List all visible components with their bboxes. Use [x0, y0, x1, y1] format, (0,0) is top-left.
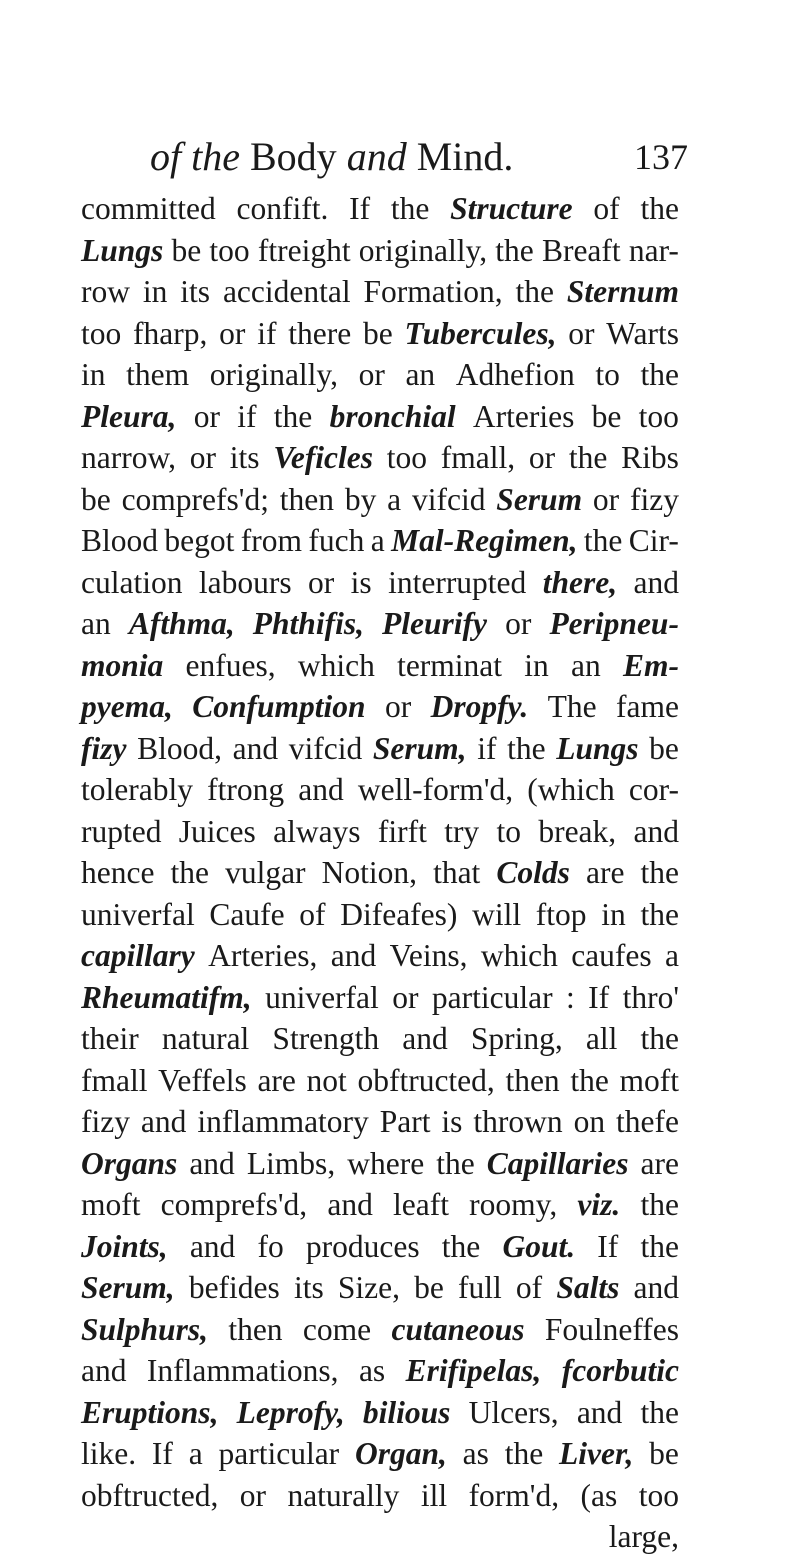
- text-word: Eruptions,: [81, 1394, 219, 1430]
- text-word: fizy: [629, 481, 679, 517]
- text-word: Serum,: [372, 730, 467, 766]
- text-word: Arteries: [472, 398, 575, 434]
- text-word: begot: [164, 523, 235, 558]
- text-word: the: [441, 1228, 481, 1264]
- text-word: and: [232, 730, 279, 766]
- text-word: all: [585, 1021, 618, 1056]
- text-word: is: [350, 564, 372, 600]
- text-word: its: [180, 274, 211, 309]
- header-word-mind: Mind.: [416, 134, 514, 179]
- text-word: and: [189, 1228, 236, 1264]
- text-word: if: [237, 398, 257, 434]
- text-word: or: [592, 481, 620, 517]
- text-word: too: [209, 232, 250, 268]
- text-word: viz.: [577, 1187, 621, 1222]
- text-word: Lungs: [81, 232, 164, 268]
- text-word: Structure: [450, 191, 573, 226]
- text-word: a: [665, 938, 679, 973]
- text-word: and: [633, 1270, 679, 1305]
- text-word: ill: [420, 1477, 448, 1513]
- text-word: the: [273, 398, 313, 434]
- text-line: [81, 1516, 679, 1558]
- text-word: there: [288, 315, 352, 351]
- text-word: :: [565, 979, 575, 1015]
- text-word: Confumption: [192, 689, 366, 724]
- text-word: Pleura,: [81, 398, 177, 434]
- text-word: a: [370, 523, 385, 558]
- text-line: [81, 1392, 679, 1434]
- text-word: the: [495, 232, 534, 268]
- text-word: fizy: [81, 1104, 130, 1139]
- text-word: or: [505, 606, 532, 641]
- text-line: [81, 977, 679, 1019]
- text-word: Blood: [81, 523, 159, 558]
- text-word: is: [441, 1104, 463, 1139]
- text-word: Strength: [272, 1021, 380, 1056]
- text-line: [81, 396, 679, 438]
- text-word: too: [638, 1477, 679, 1513]
- text-word: the: [170, 855, 209, 890]
- text-word: univerfal: [265, 979, 379, 1015]
- text-word: (which: [527, 772, 615, 807]
- text-line: [81, 1267, 679, 1309]
- text-word: Gout.: [502, 1228, 576, 1264]
- text-line: [81, 354, 679, 396]
- text-word: an: [571, 647, 601, 683]
- text-word: inflammatory: [197, 1104, 369, 1139]
- text-word: the: [583, 523, 623, 558]
- text-line: [81, 1143, 679, 1185]
- text-line: [81, 437, 679, 479]
- text-word: cutaneous: [391, 1311, 525, 1347]
- text-word: of: [299, 896, 326, 932]
- text-word: If: [597, 1228, 619, 1264]
- text-word: Limbs,: [246, 1145, 336, 1181]
- text-word: the: [570, 1062, 609, 1098]
- text-word: if: [477, 730, 497, 766]
- header-word-body: Body: [250, 134, 337, 179]
- text-word: Colds: [496, 855, 570, 890]
- text-word: (as: [580, 1477, 618, 1513]
- running-header: [150, 133, 688, 181]
- text-word: Rheumatifm,: [81, 979, 252, 1015]
- text-word: be: [649, 1436, 679, 1471]
- text-line: [81, 313, 679, 355]
- text-word: fuch: [308, 523, 365, 558]
- text-word: the: [640, 896, 679, 932]
- text-word: Ribs: [621, 440, 679, 475]
- text-word: fizy: [81, 730, 127, 766]
- text-word: are: [585, 855, 625, 890]
- text-line: [81, 769, 679, 811]
- text-word: rupted: [81, 813, 162, 849]
- text-word: then: [228, 1311, 283, 1347]
- text-word: Juices: [178, 813, 256, 849]
- text-word: and: [330, 938, 377, 973]
- text-word: moft: [619, 1062, 679, 1098]
- text-word: roomy,: [469, 1187, 558, 1222]
- text-word: particular: [218, 1436, 340, 1471]
- text-word: Mal-Regimen,: [391, 523, 578, 558]
- text-word: nar-: [628, 232, 679, 268]
- text-word: to: [496, 813, 522, 849]
- text-word: be: [81, 481, 111, 517]
- text-word: and: [298, 772, 344, 807]
- text-word: enfues,: [185, 647, 276, 683]
- text-word: the: [436, 1145, 475, 1181]
- text-word: Salts: [556, 1270, 620, 1305]
- text-word: originally,: [209, 357, 339, 392]
- text-word: Sulphurs,: [81, 1311, 208, 1347]
- text-word: row: [81, 274, 130, 309]
- text-word: vifcid: [411, 481, 486, 517]
- text-word: well-form'd,: [357, 772, 514, 807]
- text-word: confift.: [236, 191, 329, 226]
- text-line: [81, 188, 679, 230]
- header-word-and: and: [346, 134, 407, 179]
- text-word: its: [229, 440, 260, 475]
- text-word: the: [507, 730, 546, 766]
- text-word: large,: [608, 1519, 679, 1554]
- text-word: Veficles: [273, 440, 374, 475]
- text-line: [81, 1350, 679, 1392]
- text-word: firft: [377, 813, 427, 849]
- text-word: Ulcers,: [468, 1394, 559, 1430]
- text-word: Erifipelas,: [405, 1353, 542, 1388]
- text-word: obftructed,: [81, 1477, 219, 1513]
- text-word: Veffels: [158, 1062, 247, 1098]
- text-word: Joints,: [81, 1228, 168, 1264]
- text-word: Warts: [606, 315, 679, 351]
- text-word: moft: [81, 1187, 141, 1222]
- text-word: interrupted: [388, 564, 527, 600]
- text-word: be: [649, 730, 679, 766]
- text-word: or: [384, 689, 412, 724]
- text-word: form'd,: [468, 1477, 560, 1513]
- text-word: Peripneu-: [549, 606, 679, 641]
- text-word: or: [392, 979, 419, 1015]
- text-word: and: [81, 1353, 127, 1388]
- text-word: the: [640, 1021, 679, 1056]
- text-line: [81, 811, 679, 853]
- text-word: or: [568, 315, 595, 351]
- text-word: Organ,: [354, 1436, 447, 1471]
- text-word: Dropfy.: [430, 689, 529, 724]
- text-word: The: [547, 689, 597, 724]
- text-word: where: [347, 1145, 425, 1181]
- text-word: in: [524, 647, 549, 683]
- text-word: as: [462, 1436, 489, 1471]
- text-word: fame: [616, 689, 679, 724]
- text-word: then: [505, 1062, 560, 1098]
- text-word: in: [81, 357, 106, 392]
- text-word: an: [405, 357, 436, 392]
- text-word: and: [576, 1394, 623, 1430]
- text-word: or: [219, 315, 246, 351]
- text-word: univerfal: [81, 896, 195, 932]
- text-word: full: [458, 1270, 502, 1305]
- text-word: Notion,: [321, 855, 417, 890]
- text-word: are: [257, 1062, 296, 1098]
- text-word: the: [640, 1228, 679, 1264]
- text-word: the: [504, 1436, 544, 1471]
- text-line: [81, 271, 679, 313]
- text-word: or: [358, 357, 385, 392]
- text-word: fmall,: [440, 440, 516, 475]
- text-word: Sternum: [566, 274, 679, 309]
- text-word: Difeafes): [340, 896, 458, 932]
- text-word: thefe: [616, 1104, 679, 1139]
- text-line: [81, 728, 679, 770]
- text-word: by: [344, 481, 377, 517]
- text-line: [81, 894, 679, 936]
- header-word-the: the: [191, 134, 240, 179]
- text-word: or: [189, 440, 217, 475]
- text-word: pyema,: [81, 689, 173, 724]
- header-word-of: of: [150, 134, 182, 179]
- text-word: on: [573, 1104, 606, 1139]
- text-word: Adhefion: [455, 357, 575, 392]
- text-word: ftrong: [207, 772, 285, 807]
- text-word: and: [633, 564, 679, 600]
- text-word: the: [390, 191, 430, 226]
- text-word: bilious: [362, 1394, 451, 1430]
- text-word: Leprofy,: [236, 1394, 345, 1430]
- text-word: Blood,: [137, 730, 223, 766]
- text-word: cor-: [628, 772, 679, 807]
- text-word: Em-: [622, 647, 679, 683]
- page-number: 137: [634, 137, 688, 177]
- text-word: always: [273, 813, 361, 849]
- text-line: [81, 230, 679, 272]
- text-word: an: [81, 606, 111, 641]
- text-word: and: [402, 1021, 448, 1056]
- text-word: Pleurify: [382, 606, 488, 641]
- text-word: fo: [257, 1228, 284, 1264]
- text-line: [81, 1018, 679, 1060]
- text-word: originally,: [358, 232, 488, 268]
- text-line: [81, 520, 679, 562]
- text-word: try: [444, 813, 480, 849]
- text-word: its: [293, 1270, 324, 1305]
- text-word: not: [306, 1062, 347, 1098]
- text-word: culation: [81, 564, 183, 600]
- text-word: Breaft: [541, 232, 621, 268]
- text-line: [81, 1226, 679, 1268]
- text-word: natural: [161, 1021, 250, 1056]
- body-text: [81, 188, 679, 1558]
- text-word: thro': [622, 979, 679, 1015]
- text-word: and: [633, 813, 679, 849]
- text-word: Liver,: [559, 1436, 634, 1471]
- text-word: capillary: [81, 938, 195, 973]
- text-word: Caufe: [209, 896, 285, 932]
- text-word: come: [302, 1311, 372, 1347]
- text-word: be: [414, 1270, 444, 1305]
- text-line: [81, 1475, 679, 1517]
- text-line: [81, 603, 679, 645]
- text-word: monia: [81, 647, 164, 683]
- text-word: Formation,: [363, 274, 503, 309]
- text-line: [81, 1060, 679, 1102]
- text-line: [81, 1309, 679, 1351]
- text-word: and: [140, 1104, 187, 1139]
- text-word: fcorbutic: [561, 1353, 679, 1388]
- text-word: Part: [379, 1104, 431, 1139]
- text-word: and: [189, 1145, 235, 1181]
- text-word: comprefs'd,: [160, 1187, 308, 1222]
- text-word: a: [188, 1436, 203, 1471]
- text-word: the: [568, 440, 608, 475]
- text-word: caufes: [571, 938, 652, 973]
- text-word: Size,: [337, 1270, 400, 1305]
- text-word: are: [640, 1145, 679, 1181]
- text-word: Afthma,: [128, 606, 235, 641]
- text-word: from: [240, 523, 303, 558]
- text-word: comprefs'd;: [121, 481, 269, 517]
- text-word: in: [601, 896, 626, 932]
- text-word: Arteries,: [208, 938, 318, 973]
- text-word: or: [528, 440, 556, 475]
- text-word: Veins,: [389, 938, 468, 973]
- text-word: the: [515, 274, 555, 309]
- text-word: like.: [81, 1436, 137, 1471]
- text-word: and: [327, 1187, 373, 1222]
- text-line: [81, 1433, 679, 1475]
- text-word: vulgar: [225, 855, 306, 890]
- text-word: Tubercules,: [404, 315, 557, 351]
- text-line: [81, 562, 679, 604]
- text-word: leaft: [393, 1187, 449, 1222]
- text-word: or: [193, 398, 220, 434]
- text-line: [81, 479, 679, 521]
- text-word: Cir-: [628, 523, 679, 558]
- text-word: which: [480, 938, 558, 973]
- text-word: befides: [188, 1270, 280, 1305]
- text-word: narrow,: [81, 440, 177, 475]
- text-word: ftreight: [257, 232, 351, 268]
- text-word: as: [358, 1353, 386, 1388]
- text-word: the: [640, 191, 679, 226]
- text-word: or: [308, 564, 335, 600]
- text-word: If: [588, 979, 610, 1015]
- text-word: Serum: [496, 481, 583, 517]
- text-word: too: [81, 315, 122, 351]
- text-word: be: [591, 398, 622, 434]
- text-word: committed: [81, 191, 216, 226]
- text-word: which: [297, 647, 375, 683]
- text-word: Foulneffes: [544, 1311, 679, 1347]
- text-word: fmall: [81, 1062, 148, 1098]
- text-word: tolerably: [81, 772, 193, 807]
- text-word: if: [257, 315, 277, 351]
- text-word: to: [595, 357, 620, 392]
- text-word: in: [142, 274, 168, 309]
- text-word: produces: [305, 1228, 420, 1264]
- text-line: [81, 852, 679, 894]
- text-line: [81, 686, 679, 728]
- text-word: their: [81, 1021, 139, 1056]
- text-word: obftructed,: [357, 1062, 495, 1098]
- text-word: too: [638, 398, 679, 434]
- text-line: [81, 1184, 679, 1226]
- text-word: vifcid: [288, 730, 363, 766]
- text-word: of: [515, 1270, 543, 1305]
- text-word: Lungs: [556, 730, 639, 766]
- text-word: a: [387, 481, 402, 517]
- text-word: Capillaries: [486, 1145, 629, 1181]
- text-word: be: [171, 232, 202, 268]
- text-word: that: [433, 855, 481, 890]
- text-word: Organs: [81, 1145, 178, 1181]
- text-word: the: [640, 1394, 679, 1430]
- text-word: labours: [198, 564, 292, 600]
- text-word: hence: [81, 855, 155, 890]
- text-word: accidental: [222, 274, 351, 309]
- text-line: [81, 645, 679, 687]
- text-word: bronchial: [329, 398, 456, 434]
- text-word: the: [640, 855, 679, 890]
- text-word: the: [640, 1187, 679, 1222]
- text-word: ftop: [535, 896, 587, 932]
- text-word: Inflammations,: [146, 1353, 339, 1388]
- text-word: Spring,: [470, 1021, 563, 1056]
- text-word: them: [126, 357, 190, 392]
- text-word: break,: [538, 813, 617, 849]
- text-word: will: [472, 896, 522, 932]
- text-word: Serum,: [81, 1270, 175, 1305]
- text-line: [81, 1101, 679, 1143]
- text-word: particular: [431, 979, 553, 1015]
- text-line: [81, 935, 679, 977]
- text-word: then: [279, 481, 335, 517]
- text-word: naturally: [287, 1477, 400, 1513]
- text-word: If: [151, 1436, 173, 1471]
- text-word: the: [640, 357, 679, 392]
- text-word: too: [386, 440, 428, 475]
- text-word: If: [349, 191, 371, 226]
- text-word: Phthifis,: [252, 606, 364, 641]
- text-word: terminat: [397, 647, 503, 683]
- text-word: there,: [542, 564, 618, 600]
- text-word: fharp,: [133, 315, 208, 351]
- text-word: be: [362, 315, 393, 351]
- text-word: thrown: [473, 1104, 563, 1139]
- text-word: of: [593, 191, 620, 226]
- text-word: or: [239, 1477, 267, 1513]
